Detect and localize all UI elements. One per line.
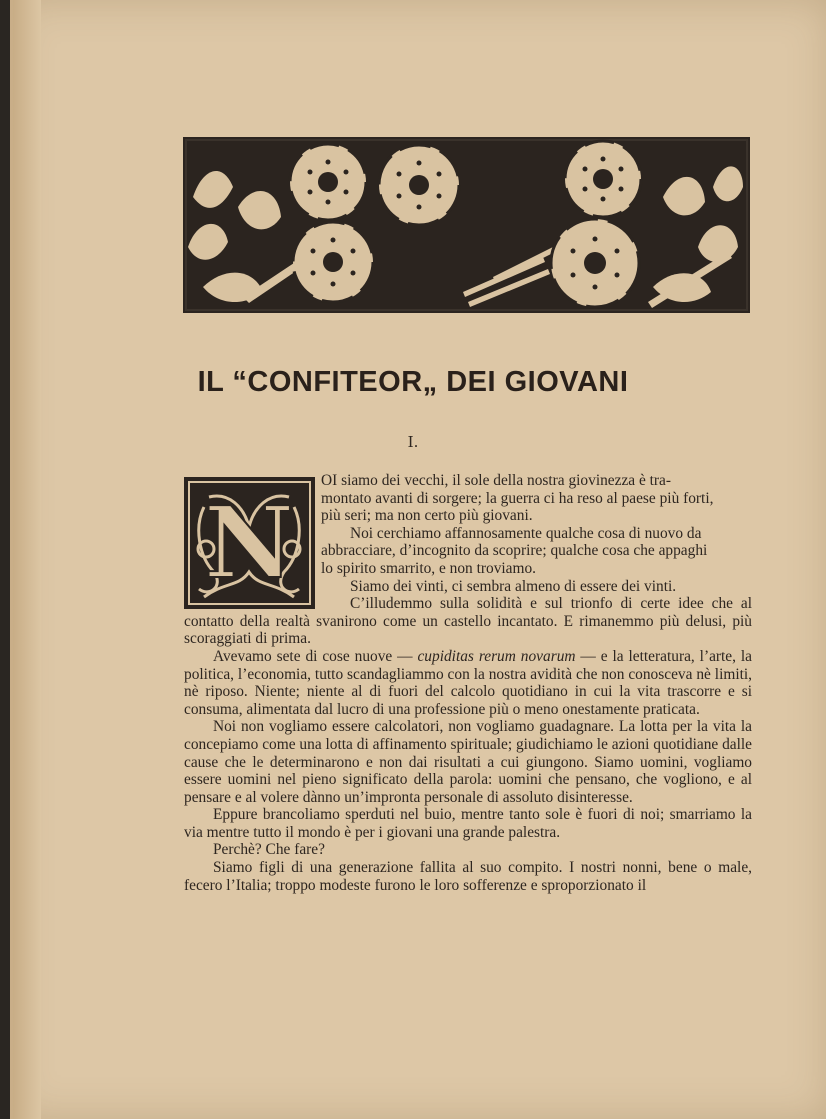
- paragraph-5-start: Avevamo sete di cose nuove —: [213, 647, 418, 665]
- paragraph-8: Perchè? Che fare?: [213, 841, 325, 859]
- paragraph-1-line-2: montato avanti di sorgere; la guerra ci ha reso al paese più forti,: [321, 489, 714, 507]
- section-number: I.: [407, 433, 419, 451]
- paragraph-5-end: — e la letteratura, l’arte, la politica, l’economia, tutto scandagliammo con la nostra avidità che non conosceva nè limiti, nè riposo. Niente; niente al di fuori del calcolo quotidiano in cui la vita trascorre e si consuma, alimentata dal lucro di una professione più o meno onestamente praticata.: [184, 647, 753, 718]
- paragraph-6: Noi non vogliamo essere calcolatori, non vogliamo guadagnare. La lotta per la vita la concepiamo come una lotta di affinamento spirituale; giudichiamo le azioni quotidiane dalle cause che le determinarono e non dai risultati a cui giungono. Siamo uomini, vogliamo essere uomini nel pieno significato della parola: uomini che pensano, che vogliono, e al pensare e al volere dànno un’impronta personale di assoluto disinteresse.: [184, 718, 752, 806]
- article-body: [184, 472, 752, 894]
- floral-woodcut-banner: [183, 137, 750, 313]
- paragraph-7: Eppure brancoliamo sperduti nel buio, mentre tanto sole è fuori di noi; smarriamo la via mentre tutto il mondo è per i giovani una grande palestra.: [184, 806, 752, 841]
- initial-letter: N: [204, 486, 294, 601]
- paragraph-2-line-1: Noi cerchiamo affannosamente qualche cosa di nuovo da: [350, 524, 702, 542]
- paragraph-1-line-3: più seri; ma non certo più giovani.: [321, 507, 533, 525]
- paragraph-9: Siamo figli di una generazione fallita al suo compito. I nostri nonni, bene o male, fecero l’Italia; troppo modeste furono le loro sofferenze e sproporzionato il: [184, 859, 752, 894]
- paragraph-2-line-3: lo spirito smarrito, e non troviamo.: [321, 559, 537, 577]
- paragraph-5: [184, 648, 752, 718]
- article-title: IL “CONFITEOR„ DEI GIOVANI: [197, 366, 629, 398]
- paragraph-4: C’illudemmo sulla solidità e sul trionfo di certe idee che al contatto della realtà svanirono come un castello incantato. E rimanemmo più delusi, più scoraggiati di prima.: [184, 595, 752, 648]
- page-fold: [13, 0, 41, 1119]
- latin-phrase: cupiditas rerum novarum: [417, 647, 576, 665]
- paragraph-2-line-2: abbracciare, d’incognito da scoprire; qualche cosa che appaghi: [321, 542, 708, 560]
- paragraph-3: Siamo dei vinti, ci sembra almeno di essere dei vinti.: [350, 577, 677, 595]
- paragraph-1-line-1: OI siamo dei vecchi, il sole della nostra giovinezza è tra-: [321, 472, 672, 489]
